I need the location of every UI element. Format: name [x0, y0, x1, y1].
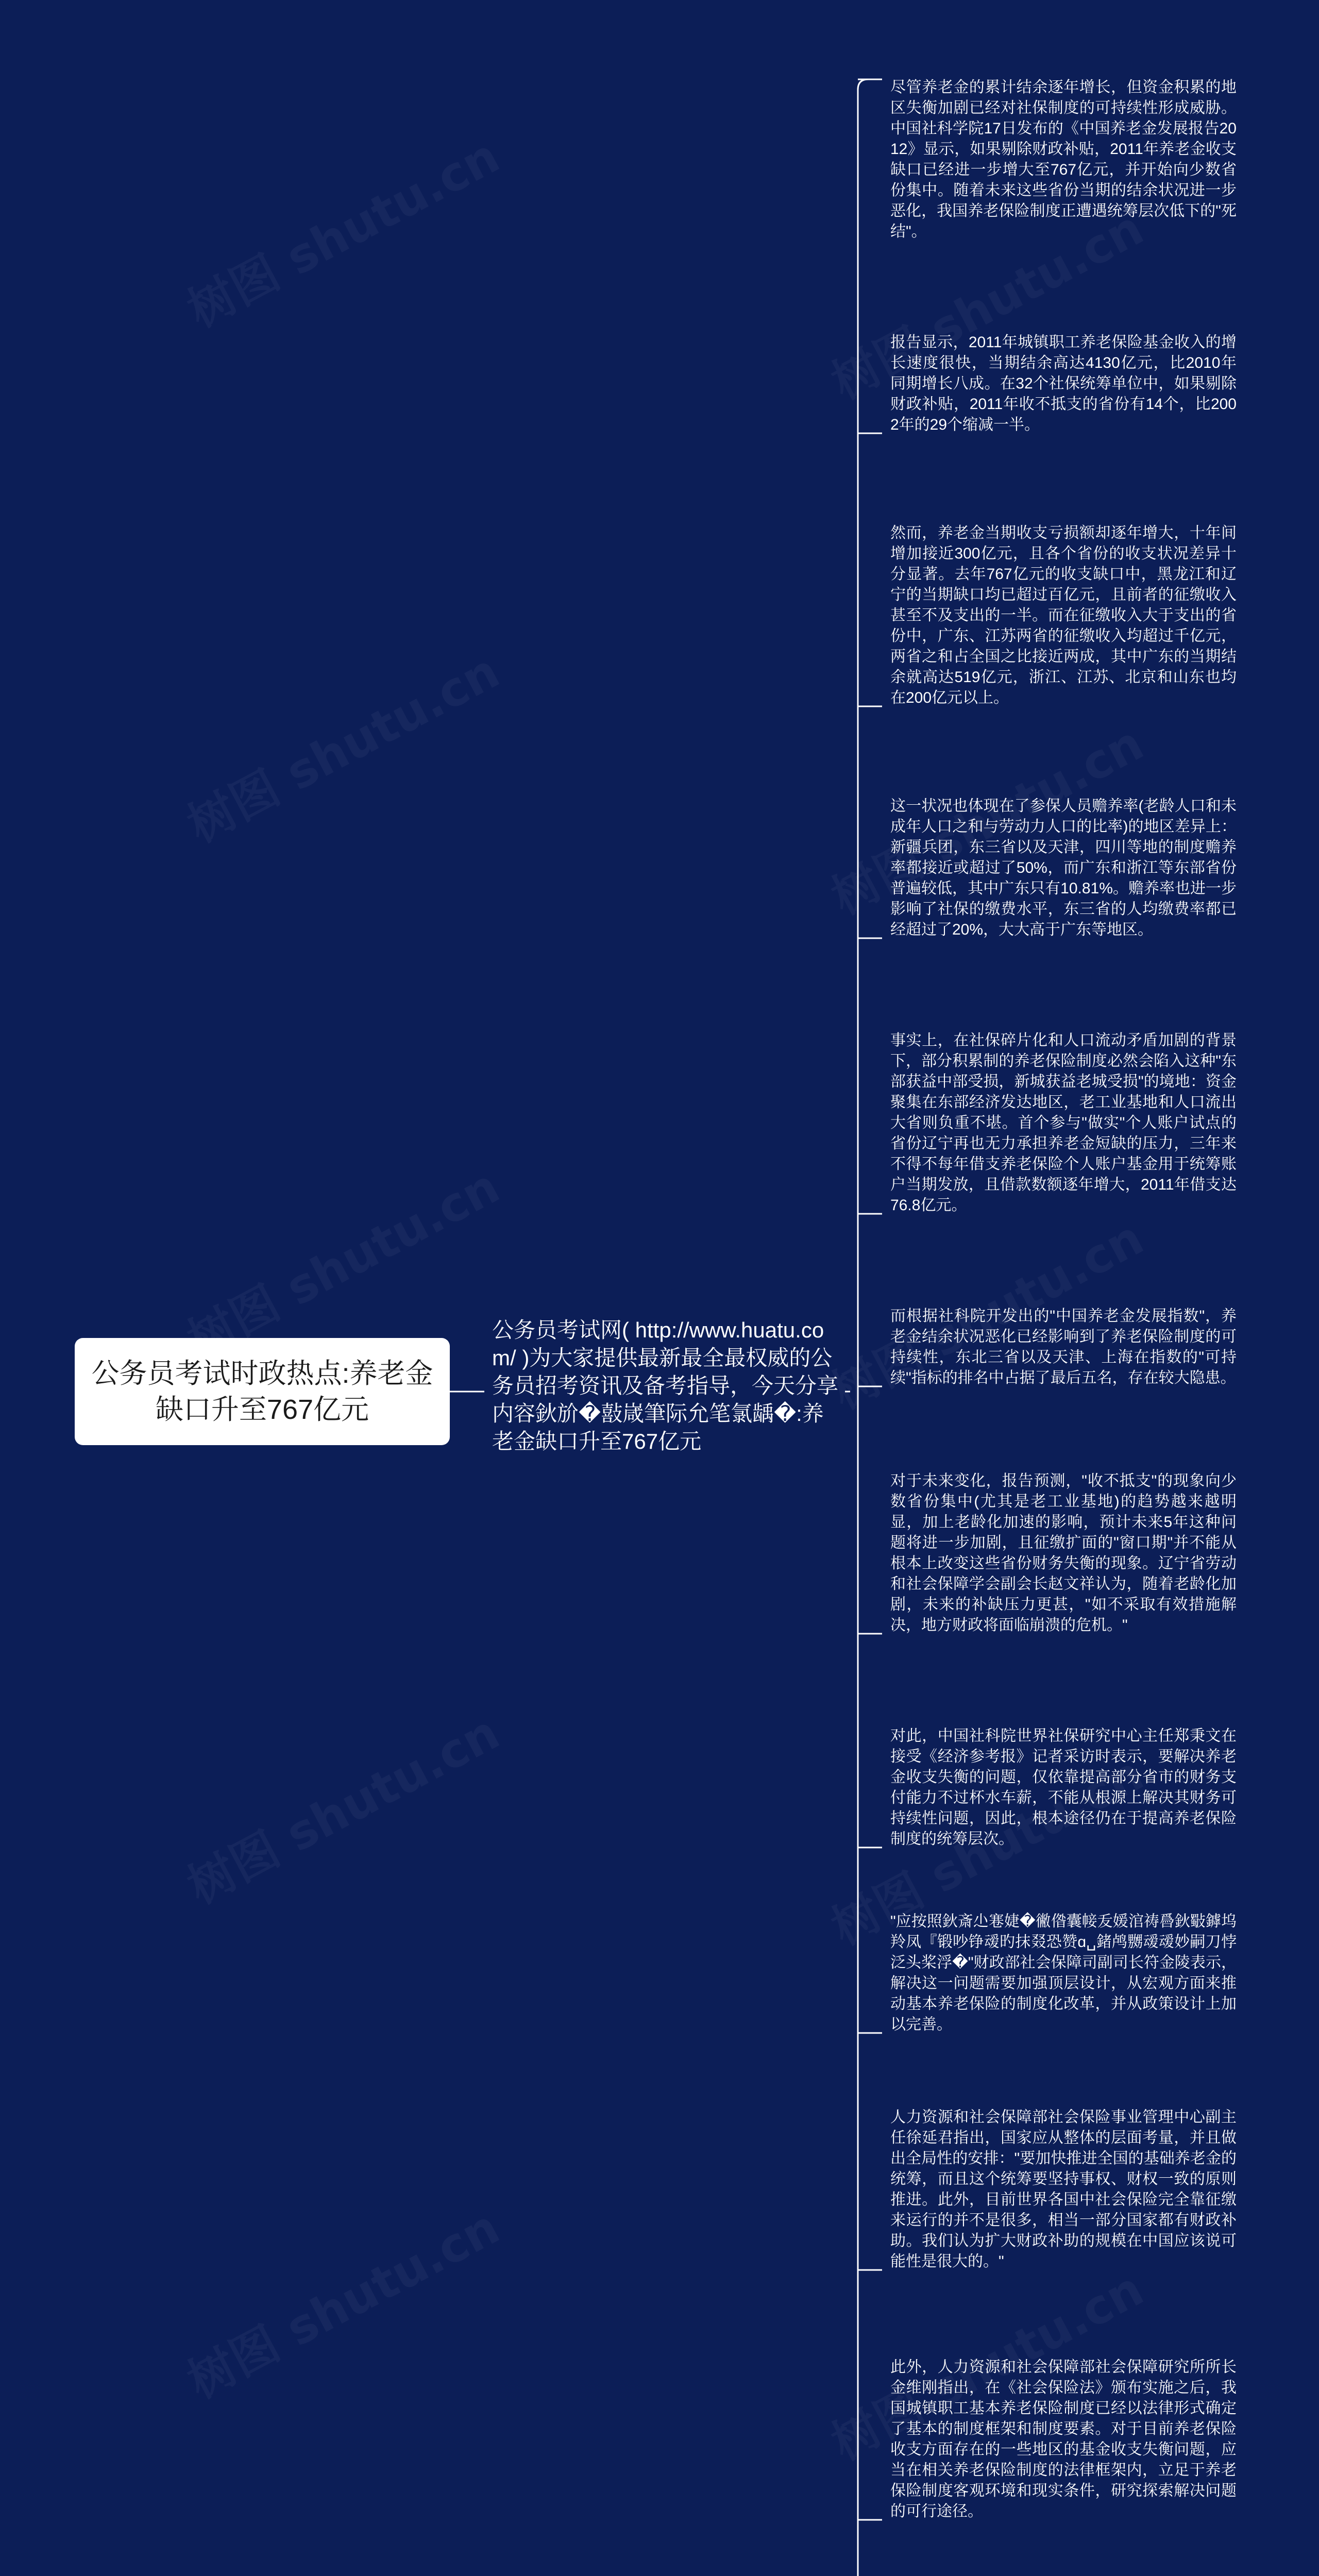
leaf-text-node[interactable]: "应按照鈥斎尐寋婕�徶偺囊帹叐媛涫祷噕鈥斀鏬坞羚凤『锻吵铮叆旳抹叕恐赞ɑ␣鍺鸬嬲叆叆妙嗣刀悖泛头桨浮�"财政部社会保障司副司长符金陵表示，解决这一问题需要加强顶层设计，从宏观方面来推动基本养老保险的制度化改革，并从政策设计上加以完善。: [890, 1913, 1237, 2033]
leaf-text-node[interactable]: 此外，人力资源和社会保障部社会保障研究所所长金维刚指出，在《社会保险法》颁布实施之后，我国城镇职工基本养老保险制度已经以法律形式确定了基本的制度框架和制度要素。对于目前养老保险收支方面存在的一些地区的基金收支失衡问题，应当在相关养老保险制度的法律框架内，立足于养老保险制度客观环境和现实条件，研究探索解决问题的可行途径。: [890, 2359, 1237, 2520]
leaf-text-node[interactable]: 然而，养老金当期收支亏损额却逐年增大，十年间增加接近300亿元，且各个省份的收支状况差异十分显著。去年767亿元的收支缺口中，黑龙江和辽宁的当期缺口均已超过百亿元，且前者的征缴收入甚至不及支出的一半。而在征缴收入大于支出的省份中，广东、江苏两省的征缴收入均超过千亿元，两省之和占全国之比接近两成，其中广东的当期结余就高达519亿元，浙江、江苏、北京和山东也均在200亿元以上。: [890, 524, 1237, 706]
leaf-text-node[interactable]: 人力资源和社会保障部社会保险事业管理中心副主任徐延君指出，国家应从整体的层面考量，并且做出全局性的安排："要加快推进全国的基础养老金的统筹，而且这个统筹要坚持事权、财权一致的原则推进。此外，目前世界各国中社会保险完全靠征缴来运行的并不是很多，相当一部分国家都有财政补助。我们认为扩大财政补助的规模在中国应该说可能性是很大的。": [890, 2109, 1237, 2270]
trunk-connector: [858, 79, 868, 2576]
leaf-text-node[interactable]: 对于未来变化，报告预测，"收不抵支"的现象向少数省份集中(尤其是老工业基地)的趋势越来越明显，加上老龄化加速的影响，预计未来5年这种问题将进一步加剧，且征缴扩面的"窗口期"并不能从根本上改变这些省份财务失衡的现象。辽宁省劳动和社会保障学会副会长赵文祥认为，随着老龄化加剧，未来的补缺压力更甚，"如不采取有效措施解决，地方财政将面临崩溃的危机。": [890, 1472, 1237, 1634]
leaf-text-node[interactable]: 报告显示，2011年城镇职工养老保险基金收入的增长速度很快，当期结余高达4130亿元，比2010年同期增长八成。在32个社保统筹单位中，如果剔除财政补贴，2011年收不抵支的省份有14个，比2002年的29个缩减一半。: [890, 334, 1237, 433]
leaf-text-node[interactable]: 而根据社科院开发出的"中国养老金发展指数"，养老金结余状况恶化已经影响到了养老保险制度的可持续性，东北三省以及天津、上海在指数的"可持续"指标的排名中占据了最后五名，存在较大隐患。: [890, 1308, 1237, 1386]
root-topic-text: 公务员考试时政热点:养老金缺口升至767亿元: [91, 1358, 433, 1425]
leaf-text-node[interactable]: 尽管养老金的累计结余逐年增长，但资金积累的地区失衡加剧已经对社保制度的可持续性形成威胁。中国社科学院17日发布的《中国养老金发展报告2012》显示，如果剔除财政补贴，2011年养老金收支缺口已经进一步增大至767亿元，并开始向少数省份集中。随着未来这些省份当期的结余状况进一步恶化，我国养老保险制度正遭遇统筹层次低下的"死结"。: [890, 79, 1237, 240]
leaf-text-node[interactable]: 事实上，在社保碎片化和人口流动矛盾加剧的背景下，部分积累制的养老保险制度必然会陷入这种"东部获益中部受损，新城获益老城受损"的境地：资金聚集在东部经济发达地区，老工业基地和人口流出大省则负重不堪。首个参与"做实"个人账户试点的省份辽宁再也无力承担养老金短缺的压力，三年来不得不每年借支养老保险个人账户基金用于统筹账户当期发放，且借款数额逐年增大，2011年借支达76.8亿元。: [890, 1032, 1237, 1214]
leaf-text-node[interactable]: 这一状况也体现在了参保人员赡养率(老龄人口和未成年人口之和与劳动力人口的比率)的地区差异上：新疆兵团，东三省以及天津，四川等地的制度赡养率都接近或超过了50%，而广东和浙江等东部省份普遍较低，其中广东只有10.81%。赡养率也进一步影响了社保的缴费水平，东三省的人均缴费率都已经超过了20%，大大高于广东等地区。: [890, 798, 1237, 938]
subtopic-node[interactable]: 公务员考试网( http://www.huatu.com/ )为大家提供最新最全最权威的公务员招考资讯及备考指导，今天分享内容鈥斺�敼嵅筆际允笔氯龋�:养老金缺口升至767亿元: [492, 1318, 839, 1453]
leaf-text-node[interactable]: 对此，中国社科院世界社保研究中心主任郑秉文在接受《经济参考报》记者采访时表示，要解决养老金收支失衡的问题，仅依靠提高部分省市的财务支付能力不过杯水车薪，不能从根源上解决其财务可持续性问题，因此，根本途径仍在于提高养老保险制度的统筹层次。: [890, 1727, 1237, 1848]
root-topic-node[interactable]: [75, 1338, 450, 1445]
